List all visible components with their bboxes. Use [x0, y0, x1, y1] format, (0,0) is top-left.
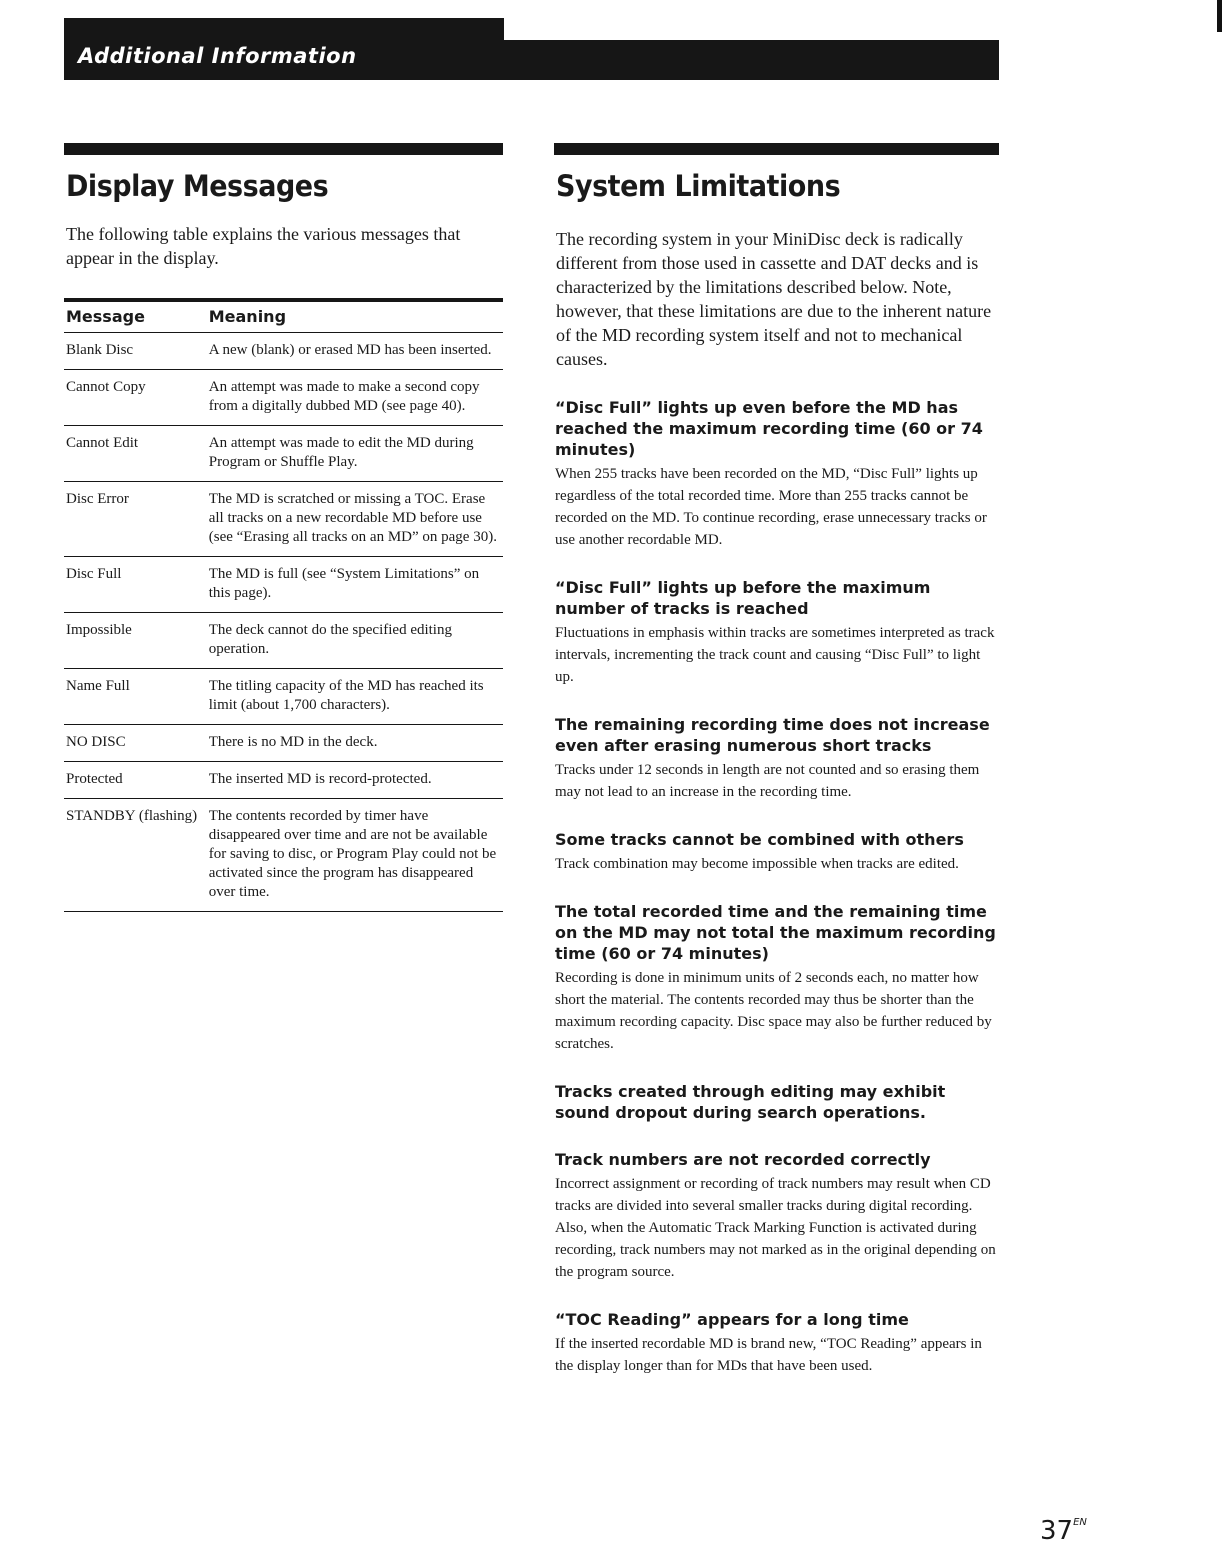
- meaning-cell: The MD is scratched or missing a TOC. Erase all tracks on a new recordable MD before use (see “Erasing all tracks on an MD” on page 30).: [207, 482, 503, 557]
- limitation-topic: [554, 577, 999, 688]
- section-rule: [554, 143, 999, 155]
- limitation-topic: [554, 714, 999, 803]
- meaning-cell: A new (blank) or erased MD has been inserted.: [207, 333, 503, 370]
- topic-heading: Track numbers are not recorded correctly: [555, 1150, 931, 1169]
- limitation-topic: [554, 1149, 999, 1283]
- meaning-cell: The deck cannot do the specified editing operation.: [207, 613, 503, 669]
- section-header-bar: [64, 18, 999, 80]
- limitation-topic: [554, 1309, 999, 1377]
- topic-body: Track combination may become impossible when tracks are edited.: [555, 856, 959, 872]
- message-cell: Impossible: [64, 613, 207, 669]
- meaning-cell: An attempt was made to make a second copy from a digitally dubbed MD (see page 40).: [207, 370, 503, 426]
- column-header-meaning: Meaning: [207, 300, 503, 333]
- messages-table: [64, 298, 503, 912]
- topic-heading: Some tracks cannot be combined with others: [555, 830, 964, 849]
- page-number: [1040, 1516, 1087, 1546]
- limitation-topic: [554, 901, 999, 1055]
- corner-crop-mark: [1217, 0, 1222, 32]
- limitation-topic: [554, 1081, 999, 1123]
- table-header-row: [64, 300, 503, 333]
- page-language-suffix: EN: [1073, 1517, 1087, 1528]
- topic-heading: The remaining recording time does not increase even after erasing numerous short tracks: [555, 715, 990, 755]
- message-cell: Protected: [64, 762, 207, 799]
- message-cell: Blank Disc: [64, 333, 207, 370]
- table-row: [64, 426, 503, 482]
- topic-heading: Tracks created through editing may exhibit sound dropout during search operations.: [555, 1082, 946, 1122]
- message-cell: Name Full: [64, 669, 207, 725]
- table-row: [64, 613, 503, 669]
- message-cell: Cannot Copy: [64, 370, 207, 426]
- topic-heading: “Disc Full” lights up before the maximum number of tracks is reached: [555, 578, 931, 618]
- section-rule: [64, 143, 503, 155]
- topic-body: Incorrect assignment or recording of track numbers may result when CD tracks are divided into several smaller tracks during digital recording. Also, when the Automatic Track Marking Function is activated during recording, track numbers may not marked as in the original depending on the program source.: [555, 1176, 996, 1280]
- meaning-cell: There is no MD in the deck.: [207, 725, 503, 762]
- system-limitations-section: [554, 143, 999, 1377]
- table-row: [64, 333, 503, 370]
- table-row: [64, 799, 503, 912]
- table-row: [64, 482, 503, 557]
- system-limitations-intro: The recording system in your MiniDisc deck is radically different from those used in cassette and DAT decks and is characterized by the limitations described below. Note, however, that these limitations are due to the inherent nature of the MD recording system itself and not to mechanical causes.: [556, 229, 992, 369]
- table-row: [64, 370, 503, 426]
- meaning-cell: The inserted MD is record-protected.: [207, 762, 503, 799]
- topic-body: If the inserted recordable MD is brand new, “TOC Reading” appears in the display longer than for MDs that have been used.: [555, 1336, 982, 1374]
- message-cell: Disc Full: [64, 557, 207, 613]
- message-cell: STANDBY (flashing): [64, 799, 207, 912]
- limitation-topic: [554, 397, 999, 551]
- topic-body: Recording is done in minimum units of 2 seconds each, no matter how short the material. The contents recorded may thus be shorter than the maximum recording capacity. Disc space may also be further reduced by scratches.: [555, 970, 992, 1052]
- limitation-topic: [554, 829, 999, 875]
- message-cell: Cannot Edit: [64, 426, 207, 482]
- topic-heading: “Disc Full” lights up even before the MD has reached the maximum recording time (60 or 74 minutes): [555, 398, 983, 459]
- display-messages-title: Display Messages: [66, 169, 329, 203]
- topic-body: Fluctuations in emphasis within tracks are sometimes interpreted as track intervals, incrementing the track count and causing “Disc Full” to light up.: [555, 625, 995, 685]
- meaning-cell: An attempt was made to edit the MD during Program or Shuffle Play.: [207, 426, 503, 482]
- table-row: [64, 557, 503, 613]
- message-cell: Disc Error: [64, 482, 207, 557]
- topic-body: When 255 tracks have been recorded on the MD, “Disc Full” lights up regardless of the total recorded time. More than 255 tracks cannot be recorded on the MD. To continue recording, erase unnecessary tracks or use another recordable MD.: [555, 466, 987, 548]
- topic-body: Tracks under 12 seconds in length are not counted and so erasing them may not lead to an increase in the recording time.: [555, 762, 980, 800]
- page-number-value: 37: [1040, 1516, 1074, 1546]
- table-row: [64, 725, 503, 762]
- meaning-cell: The titling capacity of the MD has reached its limit (about 1,700 characters).: [207, 669, 503, 725]
- topic-heading: “TOC Reading” appears for a long time: [555, 1310, 909, 1329]
- meaning-cell: The contents recorded by timer have disappeared over time and are not be available for saving to disc, or Program Play could not be activated since the program has disappeared over time.: [207, 799, 503, 912]
- topic-heading: The total recorded time and the remaining time on the MD may not total the maximum recording time (60 or 74 minutes): [555, 902, 996, 963]
- table-row: [64, 669, 503, 725]
- display-messages-intro: The following table explains the various messages that appear in the display.: [66, 224, 461, 268]
- table-row: [64, 762, 503, 799]
- system-limitations-title: System Limitations: [556, 169, 841, 203]
- display-messages-section: [64, 143, 503, 912]
- meaning-cell: The MD is full (see “System Limitations” on this page).: [207, 557, 503, 613]
- column-header-message: Message: [64, 300, 207, 333]
- message-cell: NO DISC: [64, 725, 207, 762]
- section-title: Additional Information: [78, 44, 357, 68]
